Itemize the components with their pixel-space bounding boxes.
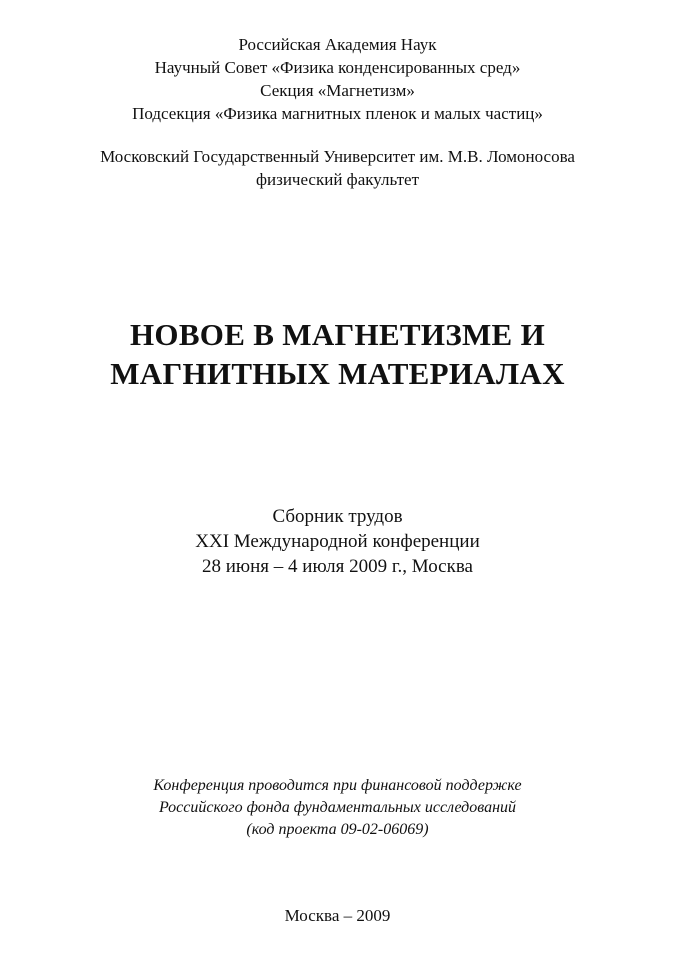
org-subsection: Подсекция «Физика магнитных пленок и малых частиц» [132,104,543,123]
place-year: Москва – 2009 [284,906,391,925]
funding-line-2: Российского фонда фундаментальных исследований [158,799,517,816]
title-line-1: НОВОЕ В МАГНЕТИЗМЕ И [130,317,545,352]
org-academy: Российская Академия Наук [238,35,437,54]
org-council: Научный Совет «Физика конденсированных сред» [154,58,521,77]
funding-line-1: Конференция проводится при финансовой поддержке [153,777,522,794]
university-name: Московский Государственный Университет им. М.В. Ломоносова [100,147,575,166]
funding-project-code: (код проекта 09-02-06069) [246,821,429,838]
collection-label: Сборник трудов [272,506,403,527]
org-section: Секция «Магнетизм» [260,81,415,100]
title-line-2: МАГНИТНЫХ МАТЕРИАЛАХ [110,356,565,391]
faculty-name: физический факультет [255,170,420,189]
conference-dates: 28 июня – 4 июля 2009 г., Москва [202,556,473,577]
conference-name: XXI Международной конференции [195,531,480,552]
